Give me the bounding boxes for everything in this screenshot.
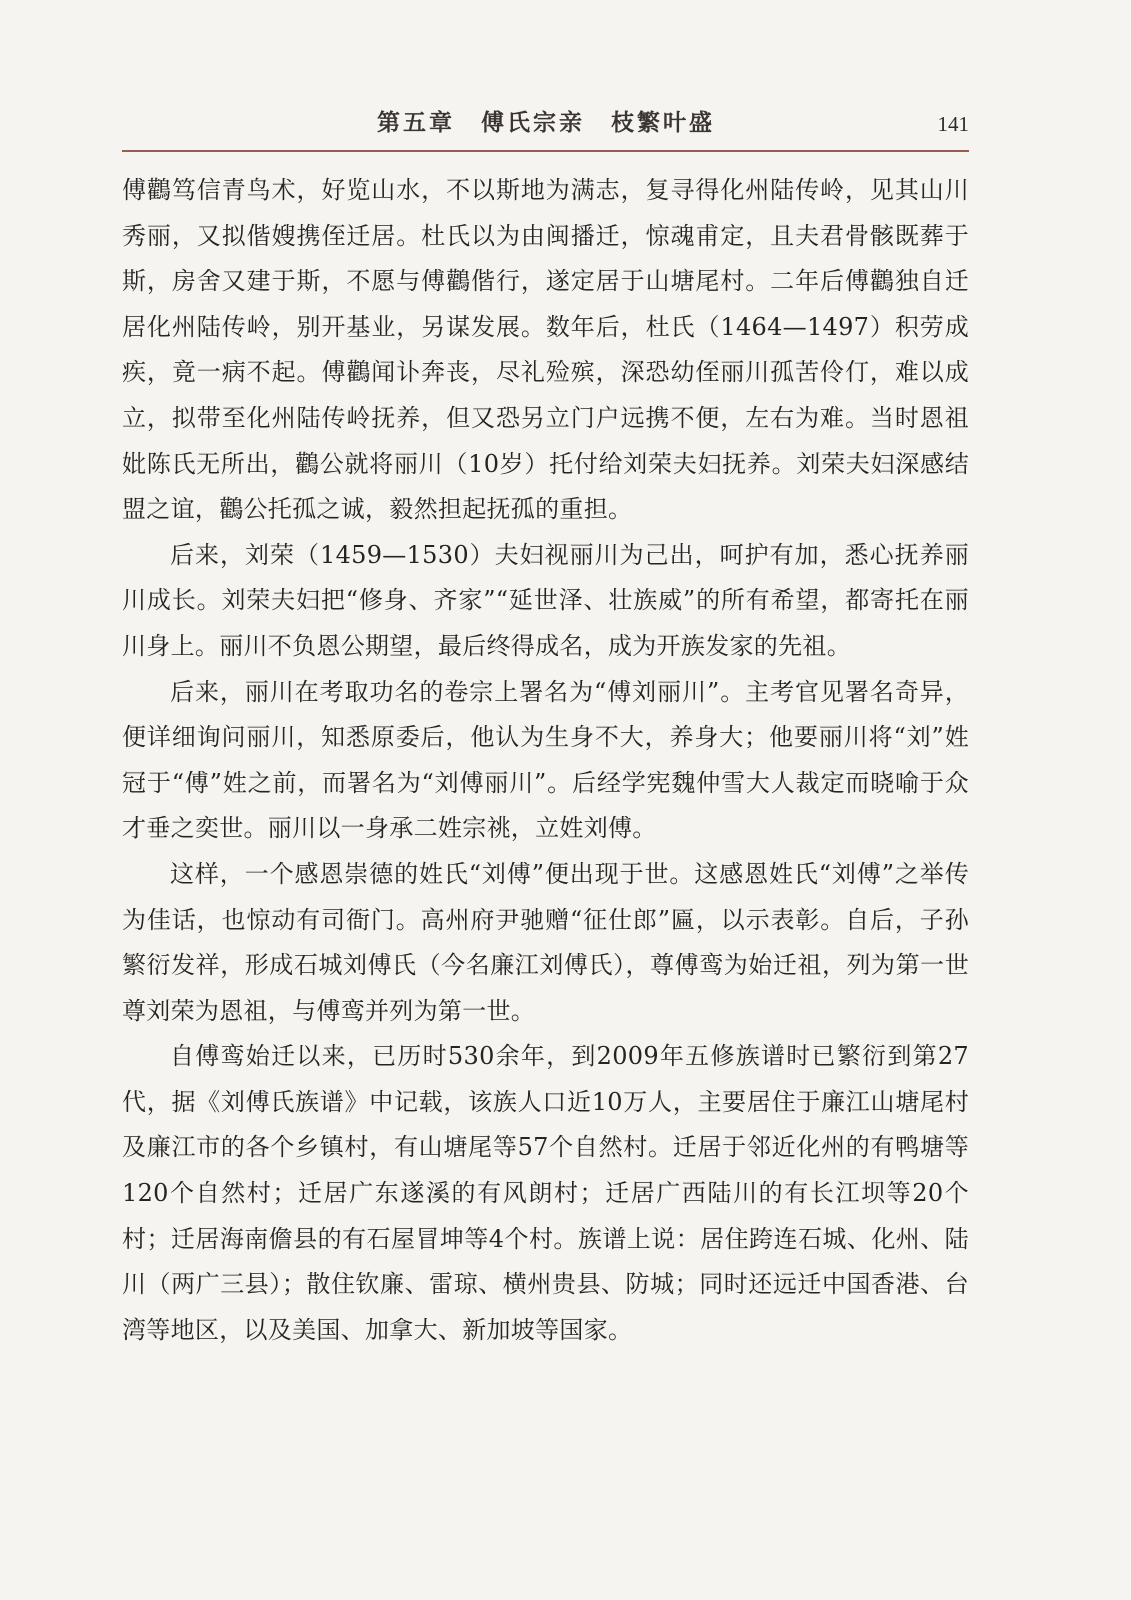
paragraph-1: 傅鸛笃信青鸟术，好览山水，不以斯地为满志，复寻得化州陆传岭，见其山川秀丽，又拟偕嫂携侄迁居。杜氏以为由闽播迁，惊魂甫定，且夫君骨骸既葬于斯，房舍又建于斯，不愿与傅鸛偕行，遂定居于山塘尾村。二年后傅鸛独自迁居化州陆传岭，别开基业，另谋发展。数年后，杜氏（1464—1497）积劳成疾，竟一病不起。傅鸛闻讣奔丧，尽礼殓殡，深恐幼侄丽川孤苦伶仃，难以成立，拟带至化州陆传岭抚养，但又恐另立门户远携不便，左右为难。当时恩祖妣陈氏无所出，鸛公就将丽川（10岁）托付给刘荣夫妇抚养。刘荣夫妇深感结盟之谊，鸛公托孤之诚，毅然担起抚孤的重担。 xyxy=(122,176,969,524)
paragraph-5: 自傅鸾始迁以来，已历时530余年，到2009年五修族谱时已繁衍到第27代，据《刘傅氏族谱》中记载，该族人口近10万人，主要居住于廉江山塘尾村及廉江市的各个乡镇村，有山塘尾等57个自然村。迁居于邻近化州的有鸭塘等120个自然村；迁居广东遂溪的有风朗村；迁居广西陆川的有长江坝等20个村；迁居海南儋县的有石屋冒坤等4个村。族谱上说：居住跨连石城、化州、陆川（两广三县）；散住钦廉、雷琼、横州贵县、防城；同时还远迁中国香港、台湾等地区，以及美国、加拿大、新加坡等国家。 xyxy=(122,1042,969,1344)
body-text xyxy=(122,168,969,1353)
paragraph-3: 后来，丽川在考取功名的卷宗上署名为“傅刘丽川”。主考官见署名奇异，便详细询问丽川，知悉原委后，他认为生身不大，养身大；他要丽川将“刘”姓冠于“傅”姓之前，而署名为“刘傅丽川”。后经学宪魏仲雪大人裁定而晓喻于众才垂之奕世。丽川以一身承二姓宗祧，立姓刘傅。 xyxy=(122,677,969,843)
paragraph-4: 这样，一个感恩崇德的姓氏“刘傅”便出现于世。这感恩姓氏“刘傅”之举传为佳话，也惊动有司衙门。高州府尹驰赠“征仕郎”匾，以示表彰。自后，子孙繁衍发祥，形成石城刘傅氏（今名廉江刘傅氏），尊傅鸾为始迁祖，列为第一世尊刘荣为恩祖，与傅鸾并列为第一世。 xyxy=(122,859,969,1025)
header-rule xyxy=(122,150,969,152)
running-header xyxy=(122,104,969,144)
paragraph-2: 后来，刘荣（1459—1530）夫妇视丽川为己出，呵护有加，悉心抚养丽川成长。刘荣夫妇把“修身、齐家”“延世泽、壮族威”的所有希望，都寄托在丽川身上。丽川不负恩公期望，最后终得成名，成为开族发家的先祖。 xyxy=(122,540,969,660)
page-number: 141 xyxy=(937,112,969,136)
chapter-title: 第五章 傅氏宗亲 枝繁叶盛 xyxy=(377,110,715,136)
